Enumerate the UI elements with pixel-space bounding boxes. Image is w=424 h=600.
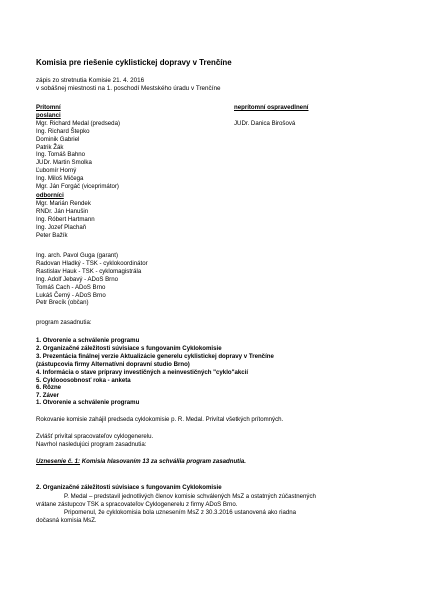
- member-item: Dominik Gabriel: [36, 135, 80, 143]
- member-item: Ing. Tomáš Bahno: [36, 151, 86, 159]
- resolution-1: [36, 458, 386, 466]
- member-item: Patrik Žák: [36, 143, 64, 151]
- section1-paragraph: [36, 433, 386, 449]
- absent-header: neprítomní ospravedlnení: [234, 104, 309, 111]
- meeting-date-line: zápis zo stretnutia Komisie 21. 4. 2016: [36, 77, 145, 84]
- section1-line: Zvlášť privítal spracovateľov cyklogenerelu.: [36, 433, 154, 440]
- absent-column: [234, 104, 309, 128]
- expert-item: Mgr. Marián Rendek: [36, 199, 91, 207]
- guest-item: Lukáš Černý - ADoS Brno: [36, 291, 106, 299]
- member-item: Mgr. Richard Medal (predseda): [36, 119, 120, 127]
- expert-item: Ing. Róbert Hartmann: [36, 215, 95, 223]
- program-list: [36, 337, 274, 400]
- expert-item: Ing. Jozef Plachaň: [36, 223, 87, 231]
- document-title: Komisia pre riešenie cyklistickej dopravy v Trenčíne: [36, 58, 232, 67]
- program-item: 6. Rôzne: [36, 384, 62, 392]
- guest-item: Rastislav Hauk - TSK - cyklomagistrála: [36, 267, 142, 275]
- program-item: 4. Informácia o stave prípravy investičných a neinvestičných "cyklo"akcií: [36, 368, 249, 376]
- program-item: (zástupcovia firmy Alternatívni dopravní studio Brno): [36, 360, 190, 368]
- program-intro: program zasadnutia:: [36, 319, 92, 326]
- program-item: 5. Cyklooosobnosť roka - anketa: [36, 376, 131, 384]
- program-item: 7. Záver: [36, 392, 60, 400]
- section1-paragraph: Rokovanie komisie zahájil predseda cyklokomisie p. R. Medal. Privítal všetkých prítomných.: [36, 416, 284, 423]
- meeting-meta: [36, 77, 220, 93]
- expert-item: Peter Bažík: [36, 231, 68, 239]
- section2-line: dočasná komisia MsZ.: [36, 516, 97, 524]
- program-item: 1. Otvorenie a schválenie programu: [36, 337, 140, 344]
- absent-item: JUDr. Danica Birošová: [234, 119, 296, 127]
- guest-item: Tomáš Cach - ADoS Brno: [36, 283, 106, 291]
- guests-section: [36, 252, 148, 307]
- section2-heading: 2. Organizačné záležitosti súvisiace s fungovaním Cyklokomisie: [36, 484, 222, 491]
- meeting-place-line: v sobášnej miestnosti na 1. poschodí Mestského úradu v Trenčíne: [36, 85, 221, 93]
- member-item: Ing. Richard Štepko: [36, 127, 90, 135]
- present-column: [36, 104, 120, 191]
- member-item: Ing. Miloš Mičega: [36, 175, 84, 183]
- resolution-label: Uznesenie č. 1:: [36, 458, 81, 465]
- experts-section: [36, 192, 95, 239]
- member-item: Ľubomír Horný: [36, 167, 77, 175]
- member-item: JUDr. Martin Smolka: [36, 159, 92, 167]
- expert-item: RNDr. Ján Hanušin: [36, 207, 89, 215]
- program-item: 3. Prezentácia finálnej verzie Aktualizácie generelu cyklistickej dopravy v Trenčíne: [36, 352, 274, 360]
- guest-item: Petr Brecík (občan): [36, 299, 89, 307]
- section1-line: Navrhol nasledujúci program zasadnutia:: [36, 440, 147, 448]
- deputies-header: poslanci: [36, 111, 61, 119]
- section2-line: P. Medal – predstavil jednotlivých členov komisie schválených MsZ a ostatných zúčastnených: [64, 493, 316, 500]
- present-header: Prítomní: [36, 104, 61, 111]
- guest-item: Radovan Hladký - TSK - cyklokoordinátor: [36, 259, 148, 267]
- guest-item: Ing. arch. Pavol Guga (garant): [36, 252, 118, 259]
- section2-line: vrátane zástupcov TSK a spracovateľov Cyklogenerelu z firmy ADoS Brno.: [36, 500, 238, 508]
- member-item: Mgr. Ján Forgáč (viceprimátor): [36, 183, 119, 191]
- section2-line: Pripomenul, že cyklokomisia bola uznesením MsZ z 30.3.2016 ustanovená ako riadna: [64, 508, 297, 516]
- resolution-text: Komisia hlasovaním 13 za schválila program zasadnutia.: [80, 458, 246, 465]
- experts-header: odborníci: [36, 192, 64, 199]
- section1-heading: 1. Otvorenie a schválenie programu: [36, 399, 140, 406]
- section2-body: [36, 493, 386, 525]
- guest-item: Ing. Adolf Jebavý - ADoS Brno: [36, 275, 118, 283]
- program-item: 2. Organizačné záležitosti súvisiace s fungovaním Cyklokomisie: [36, 344, 222, 352]
